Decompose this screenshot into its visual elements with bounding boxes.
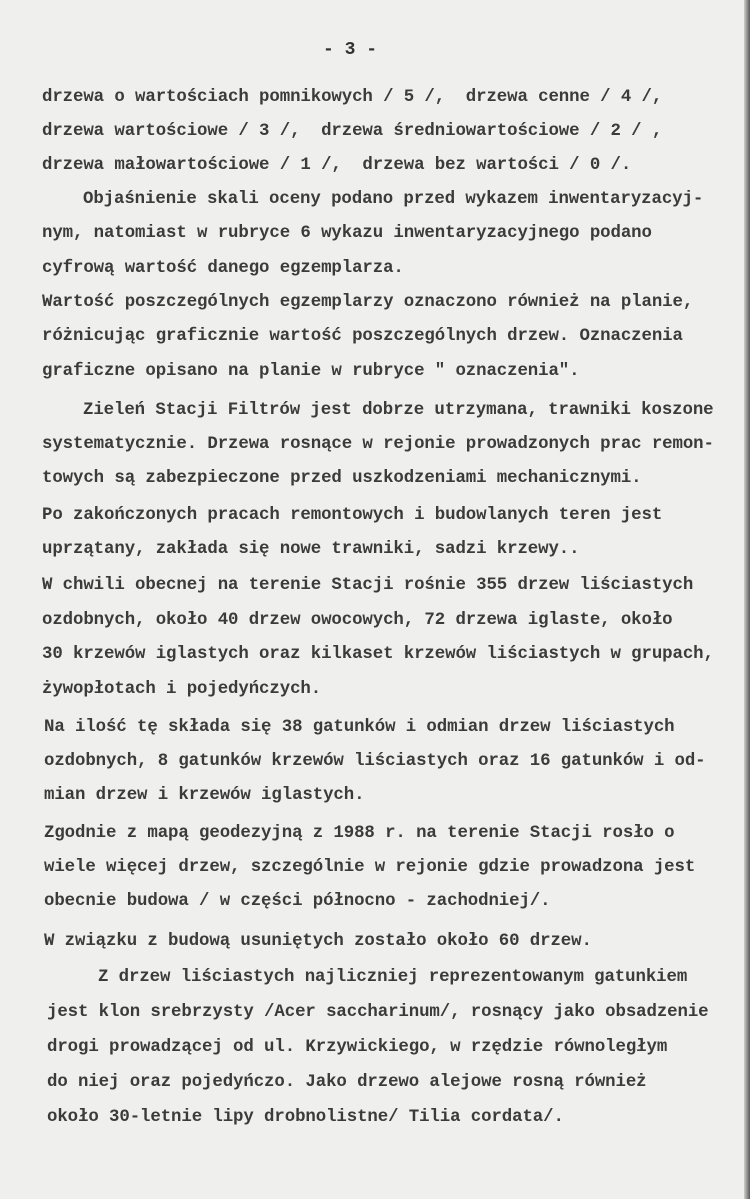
text-line: 30 krzewów iglastych oraz kilkaset krzewów liściastych w grupach, — [42, 645, 714, 664]
page-number: - 3 - — [323, 40, 378, 60]
text-line: ozdobnych, 8 gatunków krzewów liściastych oraz 16 gatunków i od- — [44, 752, 706, 771]
text-line: W chwili obecnej na terenie Stacji rośnie 355 drzew liściastych — [42, 576, 694, 595]
text-line: różnicując graficznie wartość poszczególnych drzew. Oznaczenia — [42, 327, 683, 346]
text-line: około 30-letnie lipy drobnolistne/ Tilia cordata/. — [47, 1108, 564, 1127]
text-line: W związku z budową usuniętych zostało około 60 drzew. — [44, 932, 592, 951]
text-line: do niej oraz pojedyńczo. Jako drzewo alejowe rosną również — [47, 1073, 647, 1092]
text-line: Po zakończonych pracach remontowych i budowlanych teren jest — [42, 506, 663, 525]
text-line: Zieleń Stacji Filtrów jest dobrze utrzymana, trawniki koszone — [83, 401, 714, 420]
text-line: Na ilość tę składa się 38 gatunków i odmian drzew liściastych — [44, 718, 675, 737]
text-line: drzewa wartościowe / 3 /, drzewa średniowartościowe / 2 / , — [42, 122, 663, 141]
text-line: mian drzew i krzewów iglastych. — [44, 786, 365, 805]
text-line: drzewa o wartościach pomnikowych / 5 /, drzewa cenne / 4 /, — [42, 88, 663, 107]
text-line: Zgodnie z mapą geodezyjną z 1988 r. na terenie Stacji rosło o — [44, 824, 675, 843]
text-line: uprzątany, zakłada się nowe trawniki, sadzi krzewy.. — [42, 540, 580, 559]
text-line: Objaśnienie skali oceny podano przed wykazem inwentaryzacyj- — [83, 190, 704, 209]
page-edge-shadow — [744, 0, 750, 1199]
text-line: systematycznie. Drzewa rosnące w rejonie prowadzonych prac remon- — [42, 435, 714, 454]
text-line: nym, natomiast w rubryce 6 wykazu inwentaryzacyjnego podano — [42, 224, 652, 243]
text-line: drogi prowadzącej od ul. Krzywickiego, w rzędzie równoległym — [47, 1038, 668, 1057]
text-line: Wartość poszczególnych egzemplarzy oznaczono również na planie, — [42, 293, 694, 312]
text-line: ozdobnych, około 40 drzew owocowych, 72 drzewa iglaste, około — [42, 611, 673, 630]
text-line: Z drzew liściastych najliczniej reprezentowanym gatunkiem — [98, 968, 688, 987]
text-line: towych są zabezpieczone przed uszkodzeniami mechanicznymi. — [42, 469, 642, 488]
text-line: cyfrową wartość danego egzemplarza. — [42, 259, 404, 278]
text-line: wiele więcej drzew, szczególnie w rejonie gdzie prowadzona jest — [44, 858, 696, 877]
text-line: graficzne opisano na planie w rubryce " oznaczenia". — [42, 362, 580, 381]
text-line: drzewa małowartościowe / 1 /, drzewa bez wartości / 0 /. — [42, 156, 632, 175]
text-line: jest klon srebrzysty /Acer saccharinum/, rosnący jako obsadzenie — [47, 1003, 709, 1022]
text-line: żywopłotach i pojedyńczych. — [42, 680, 322, 699]
text-line: obecnie budowa / w części północno - zachodniej/. — [44, 892, 551, 911]
